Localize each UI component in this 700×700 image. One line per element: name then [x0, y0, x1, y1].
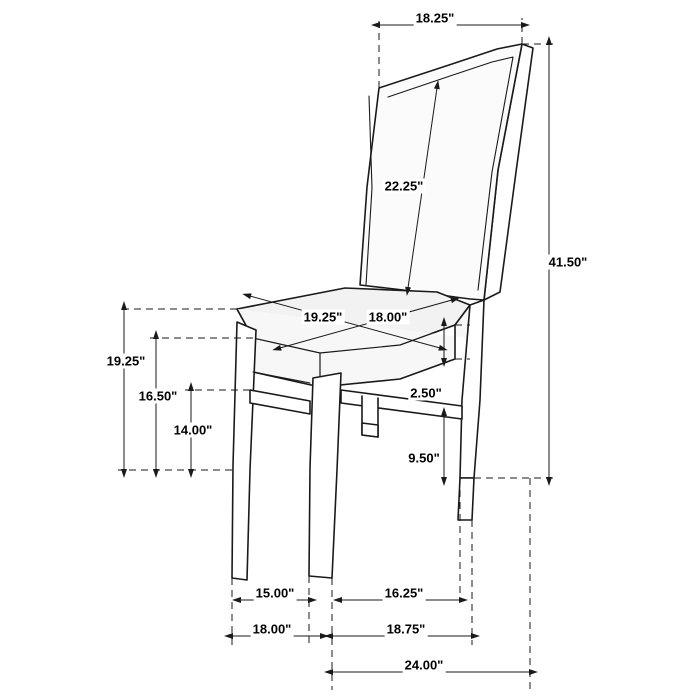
- chair-stretcher-brace-b: [362, 423, 378, 437]
- dimension-label-front-leg-span: 15.00": [255, 585, 295, 601]
- chair-stretcher-side: [250, 390, 310, 414]
- dimension-label-rail-height: 9.50": [408, 450, 440, 466]
- dimension-label-overall-depth: 24.00": [404, 657, 444, 673]
- chair-leg-front-left: [232, 322, 256, 580]
- dimension-label-seat-width: 18.00": [368, 309, 408, 325]
- dimension-label-seat-depth: 19.25": [303, 309, 343, 325]
- dimension-label-rear-base-span: 18.75": [386, 621, 426, 637]
- dimension-label-rear-leg-span: 16.25": [384, 585, 424, 601]
- dimension-label-stretcher-height: 14.00": [173, 422, 213, 438]
- dimension-label-seat-height-front: 16.50": [138, 388, 178, 404]
- chair-leg-front-right: [309, 373, 341, 578]
- dimension-label-seat-height-back: 19.25": [106, 353, 146, 369]
- dimension-label-front-base-span: 18.00": [252, 621, 292, 637]
- dimension-label-back-height: 22.25": [384, 178, 424, 194]
- dimension-label-overall-height: 41.50": [548, 254, 588, 270]
- chair-stretcher-right: [341, 390, 462, 419]
- dimension-label-back-width: 18.25": [415, 10, 455, 26]
- dimension-label-seat-thickness: 2.50": [410, 385, 442, 401]
